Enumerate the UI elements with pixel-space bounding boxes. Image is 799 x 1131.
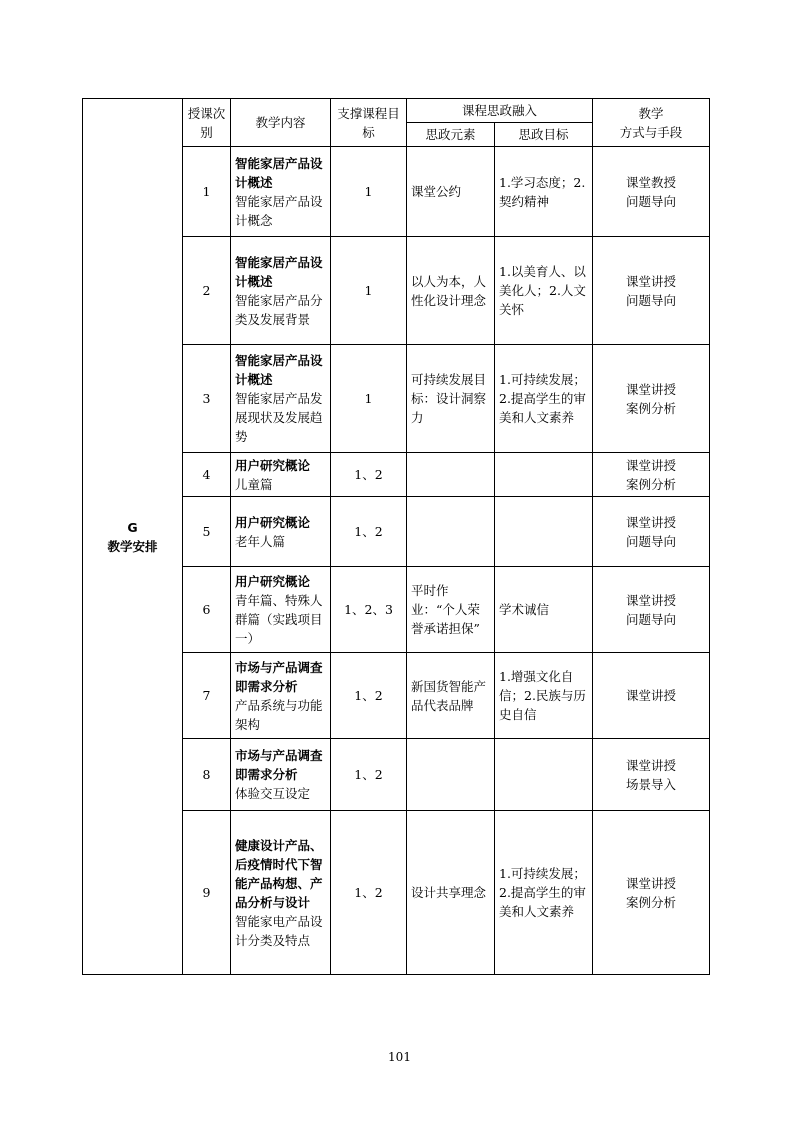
session-number: 4 [183, 453, 231, 497]
method-line2: 问题导向 [626, 611, 677, 627]
content-cell [231, 567, 331, 653]
content-cell [231, 237, 331, 345]
content-cell [231, 497, 331, 567]
method-line1: 课堂教授 [626, 174, 677, 190]
content-cell [231, 739, 331, 811]
section-name: 教学安排 [107, 538, 158, 554]
course-goal: 1、2 [331, 739, 407, 811]
ideology-target: 学术诚信 [495, 567, 593, 653]
ideology-target [495, 739, 593, 811]
ideology-target: 1.以美育人、以美化人；2.人文关怀 [495, 237, 593, 345]
topic-subtitle: 智能家居产品设计概念 [235, 193, 323, 228]
header-content: 教学内容 [231, 99, 331, 147]
topic-title: 用户研究概论 [235, 514, 311, 530]
topic-subtitle: 智能家居产品分类及发展背景 [235, 292, 323, 327]
header-method-line1: 教学 [638, 105, 664, 121]
method-line1: 课堂讲授 [626, 875, 677, 891]
session-number: 7 [183, 653, 231, 739]
section-code: G [127, 519, 138, 535]
page-number: 101 [388, 1050, 411, 1064]
teaching-method [593, 453, 710, 497]
course-goal: 1 [331, 345, 407, 453]
ideology-element: 课堂公约 [407, 147, 495, 237]
course-goal: 1、2 [331, 453, 407, 497]
session-number: 9 [183, 811, 231, 975]
method-line2: 问题导向 [626, 292, 677, 308]
course-goal: 1、2、3 [331, 567, 407, 653]
teaching-method [593, 567, 710, 653]
teaching-method [593, 237, 710, 345]
header-method-line2: 方式与手段 [619, 124, 683, 140]
course-goal: 1、2 [331, 653, 407, 739]
topic-title: 智能家居产品设计概述 [235, 155, 323, 190]
method-line2: 案例分析 [626, 400, 677, 416]
topic-subtitle: 青年篇、特殊人群篇（实践项目一） [235, 592, 323, 646]
method-line2: 问题导向 [626, 193, 677, 209]
method-line2: 案例分析 [626, 894, 677, 910]
teaching-method [593, 147, 710, 237]
ideology-element: 新国货智能产品代表品牌 [407, 653, 495, 739]
course-goal: 1、2 [331, 811, 407, 975]
ideology-target: 1.学习态度；2.契约精神 [495, 147, 593, 237]
method-line1: 课堂讲授 [626, 592, 677, 608]
session-number: 1 [183, 147, 231, 237]
ideology-element [407, 453, 495, 497]
course-goal: 1 [331, 147, 407, 237]
content-cell [231, 653, 331, 739]
teaching-method [593, 811, 710, 975]
teaching-method [593, 345, 710, 453]
topic-title: 市场与产品调查即需求分析 [235, 659, 323, 694]
teaching-schedule-table [82, 98, 710, 975]
topic-subtitle: 儿童篇 [235, 476, 273, 492]
header-ideology: 课程思政融入 [407, 99, 593, 123]
teaching-method [593, 653, 710, 739]
ideology-element: 平时作业：“个人荣誉承诺担保” [407, 567, 495, 653]
ideology-target [495, 497, 593, 567]
topic-title: 健康设计产品、后疫情时代下智能产品构想、产品分析与设计 [235, 837, 323, 910]
session-number: 2 [183, 237, 231, 345]
topic-subtitle: 智能家居产品发展现状及发展趋势 [235, 391, 323, 444]
method-line1: 课堂讲授 [626, 273, 677, 289]
topic-title: 用户研究概论 [235, 457, 311, 473]
topic-title: 智能家居产品设计概述 [235, 254, 323, 289]
method-line2: 问题导向 [626, 533, 677, 549]
ideology-target: 1.可持续发展；2.提高学生的审美和人文素养 [495, 811, 593, 975]
teaching-method [593, 497, 710, 567]
header-session: 授课次别 [183, 99, 231, 147]
topic-subtitle: 产品系统与功能架构 [235, 697, 323, 732]
topic-title: 智能家居产品设计概述 [235, 353, 323, 387]
header-method [593, 99, 710, 147]
ideology-element [407, 739, 495, 811]
ideology-target [495, 453, 593, 497]
topic-subtitle: 老年人篇 [235, 533, 286, 549]
topic-subtitle: 智能家电产品设计分类及特点 [235, 913, 323, 948]
method-line1: 课堂讲授 [626, 514, 677, 530]
teaching-method [593, 739, 710, 811]
session-number: 6 [183, 567, 231, 653]
session-number: 3 [183, 345, 231, 453]
topic-title: 市场与产品调查即需求分析 [235, 748, 323, 782]
topic-title: 用户研究概论 [235, 573, 311, 589]
session-number: 5 [183, 497, 231, 567]
method-line2: 案例分析 [626, 476, 677, 492]
content-cell [231, 345, 331, 453]
method-line1: 课堂讲授 [626, 381, 677, 397]
ideology-element: 以人为本，人性化设计理念 [407, 237, 495, 345]
ideology-element [407, 497, 495, 567]
topic-subtitle: 体验交互设定 [235, 786, 311, 801]
section-label-cell [83, 99, 183, 975]
content-cell [231, 811, 331, 975]
method-line1: 课堂讲授 [626, 757, 677, 773]
method-line1: 课堂讲授 [626, 457, 677, 473]
ideology-element: 设计共享理念 [407, 811, 495, 975]
header-element: 思政元素 [407, 123, 495, 147]
course-goal: 1 [331, 237, 407, 345]
ideology-target: 1.增强文化自信；2.民族与历史自信 [495, 653, 593, 739]
content-cell [231, 453, 331, 497]
header-target: 思政目标 [495, 123, 593, 147]
method-line1: 课堂讲授 [626, 688, 677, 703]
ideology-element: 可持续发展目标：设计洞察力 [407, 345, 495, 453]
course-goal: 1、2 [331, 497, 407, 567]
header-row-1 [83, 99, 710, 123]
ideology-target: 1.可持续发展；2.提高学生的审美和人文素养 [495, 345, 593, 453]
content-cell [231, 147, 331, 237]
session-number: 8 [183, 739, 231, 811]
method-line2: 场景导入 [626, 776, 677, 792]
header-course-goal: 支撑课程目标 [331, 99, 407, 147]
